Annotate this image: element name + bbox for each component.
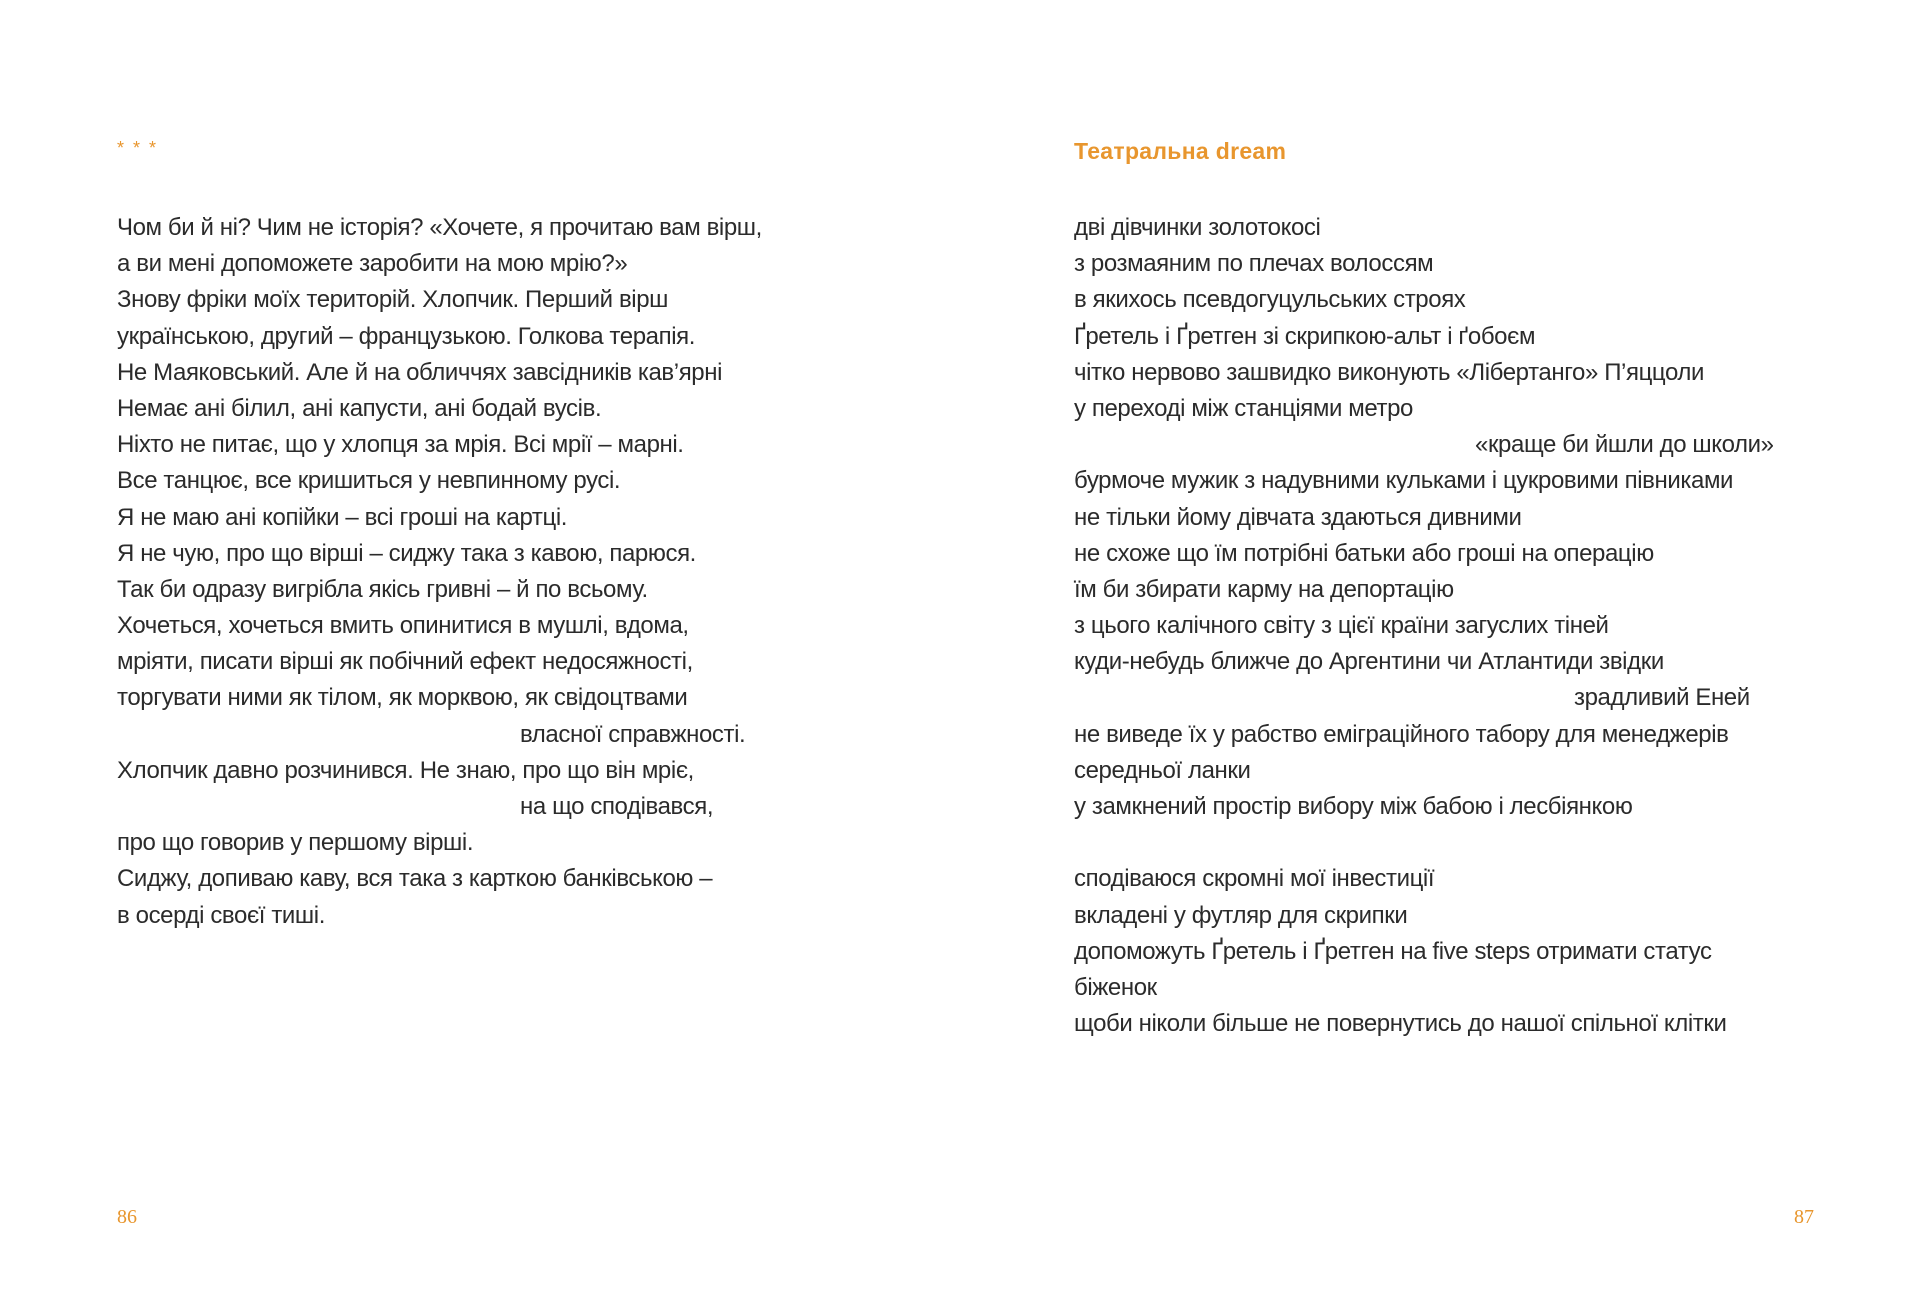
poem-line: мріяти, писати вірші як побічний ефект недосяжності, [117, 648, 693, 676]
poem-line: бурмоче мужик з надувними кульками і цукровими півниками [1074, 467, 1734, 495]
poem-line: Я не маю ані копійки – всі гроші на картці. [117, 503, 568, 531]
poem-line: зрадливий Еней [1574, 684, 1750, 712]
poem-line: Ніхто не питає, що у хлопця за мрія. Всі мрії – марні. [117, 431, 684, 459]
poem-line: куди-небудь ближче до Аргентини чи Атлантиди звідки [1074, 648, 1664, 676]
stanza-break [1074, 825, 1774, 861]
poem-line: середньої ланки [1074, 756, 1251, 784]
poem-line: не тільки йому дівчата здаються дивними [1074, 503, 1522, 531]
poem-line: Хочеться, хочеться вмить опинитися в мушлі, вдома, [117, 612, 689, 640]
poem-line: їм би збирати карму на депортацію [1074, 575, 1454, 603]
poem-line: Сиджу, допиваю каву, вся така з карткою банківською – [117, 865, 713, 893]
poem-line: «краще би йшли до школи» [1475, 431, 1774, 459]
poem-line: Хлопчик давно розчинився. Не знаю, про що він мріє, [117, 756, 694, 784]
poem-line: щоби ніколи більше не повернутись до нашої спільної клітки [1074, 1010, 1727, 1038]
poem-line: торгувати ними як тілом, як морквою, як свідоцтвами [117, 684, 688, 712]
poem-line: в якихось псевдогуцульських строях [1074, 286, 1466, 314]
poem-line: Немає ані білил, ані капусти, ані бодай вусів. [117, 394, 602, 422]
poem-line: на що сподівався, [520, 793, 714, 820]
poem-line: Я не чую, про що вірші – сиджу така з кавою, парюся. [117, 539, 696, 567]
poem-line: з цього калічного світу з цієї країни загуслих тіней [1074, 612, 1609, 640]
poem-line: Все танцює, все кришиться у невпинному русі. [117, 467, 621, 495]
poem-line: у замкнений простір вибору між бабою і лесбіянкою [1074, 793, 1633, 820]
page-number: 86 [117, 1206, 137, 1228]
poem-line: Чом би й ні? Чим не історія? «Хочете, я прочитаю вам вірш, [117, 214, 762, 241]
page-number: 87 [1794, 1206, 1814, 1228]
poem-line: а ви мені допоможете заробити на мою мрію?» [117, 250, 628, 278]
section-ornament: * * * [117, 138, 159, 158]
poem-line: дві дівчинки золотокосі [1074, 214, 1321, 241]
poem-line: Так би одразу вигрібла якісь гривні – й по всьому. [117, 575, 648, 603]
poem-line: чітко нервово зашвидко виконують «Лібертанго» П’яццоли [1074, 358, 1705, 386]
poem-line: Не Маяковський. Але й на обличчях завсідників кав’ярні [117, 358, 723, 386]
poem-line: про що говорив у першому вірші. [117, 829, 474, 857]
poem-line: сподіваюся скромні мої інвестиції [1074, 865, 1435, 893]
poem-line: українською, другий – французькою. Голкова терапія. [117, 322, 695, 350]
poem-line: Знову фріки моїх територій. Хлопчик. Перший вірш [117, 286, 669, 314]
poem-line: Ґретель і Ґретген зі скрипкою-альт і ґобоєм [1074, 322, 1536, 350]
poem-line: допоможуть Ґретель і Ґретген на five steps отримати статус [1074, 937, 1712, 965]
poem-line: в осерді своєї тиші. [117, 901, 325, 929]
poem-line: власної справжності. [520, 720, 746, 748]
poem-text [1074, 210, 1774, 1042]
poem-line: з розмаяним по плечах волоссям [1074, 250, 1434, 278]
poem-line: не виведе їх у рабство еміграційного табору для менеджерів [1074, 720, 1729, 748]
poem-line: вкладені у футляр для скрипки [1074, 901, 1408, 929]
poem-line: біженок [1074, 973, 1157, 1001]
poem-text [117, 210, 762, 934]
poem-line: у переході між станціями метро [1074, 394, 1414, 422]
poem-title: Театральна dream [1074, 138, 1287, 164]
poem-line: не схоже що їм потрібні батьки або гроші на операцію [1074, 539, 1654, 567]
right-page [960, 0, 1920, 1304]
